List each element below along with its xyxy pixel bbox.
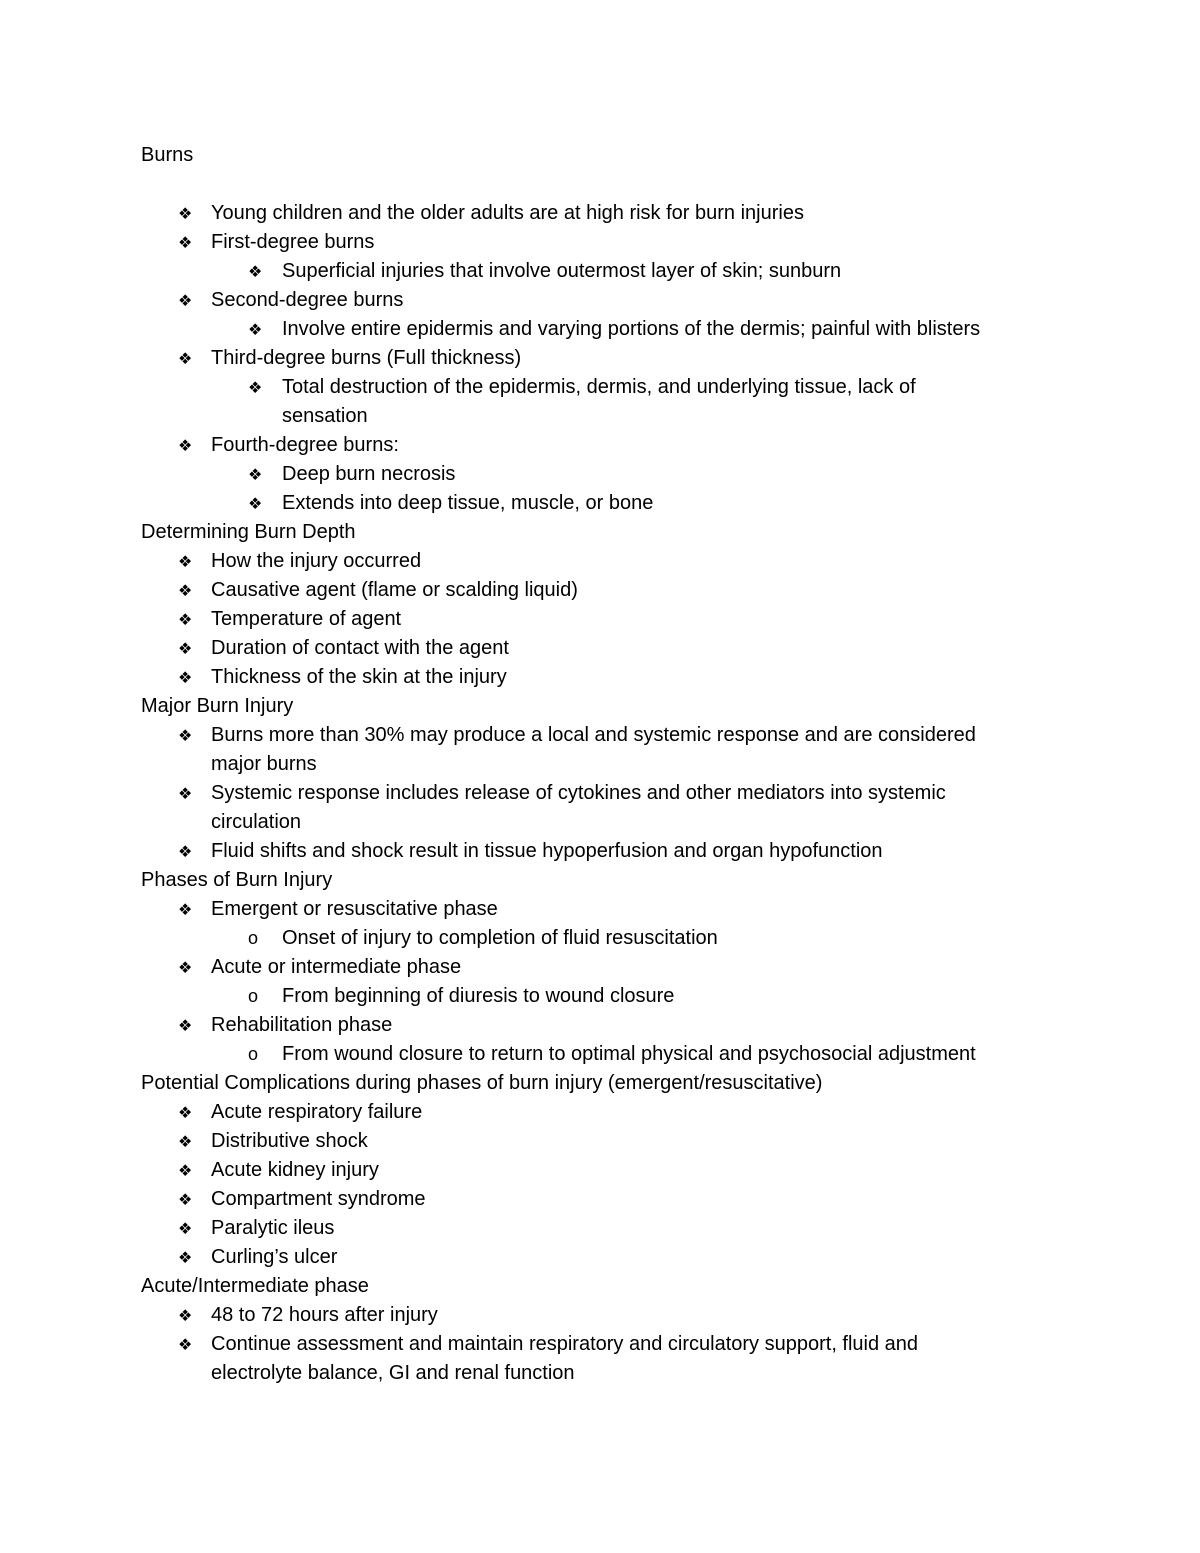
sub-list-item [141,373,1071,431]
section-heading: Major Burn Injury [141,695,294,717]
list-item-text: Third-degree burns (Full thickness) [211,347,522,369]
list-item [141,1098,1071,1127]
list-item [141,1243,1071,1272]
section-heading: Acute/Intermediate phase [141,1275,369,1297]
list-item-text: Temperature of agent [211,608,402,630]
list-item-text: Duration of contact with the agent [211,637,509,659]
sub-list-item [141,982,1071,1011]
list-item [141,344,1071,373]
list-item-text: Acute respiratory failure [211,1101,423,1123]
diamond-bullet-icon: ❖ [178,1335,193,1354]
diamond-bullet-icon: ❖ [178,552,193,571]
circle-bullet-icon: o [248,1044,259,1064]
complications-list [141,1098,1071,1272]
list-item-text: Compartment syndrome [211,1188,426,1210]
list-item-text: Thickness of the skin at the injury [211,666,507,688]
diamond-bullet-icon: ❖ [178,958,193,977]
document-content [141,141,1071,1388]
list-item-text: Fourth-degree burns: [211,434,399,456]
diamond-bullet-icon: ❖ [178,349,193,368]
list-item [141,634,1071,663]
section-heading: Determining Burn Depth [141,521,356,543]
diamond-bullet-icon: ❖ [178,639,193,658]
list-item [141,547,1071,576]
diamond-bullet-icon: ❖ [248,320,263,339]
list-item [141,895,1071,924]
list-item-text: How the injury occurred [211,550,422,572]
list-item-text: Burns more than 30% may produce a local and systemic response and are considered major burns [211,724,976,775]
diamond-bullet-icon: ❖ [178,1103,193,1122]
list-item [141,199,1071,228]
list-item [141,837,1071,866]
diamond-bullet-icon: ❖ [178,610,193,629]
sub-list-item [141,315,1071,344]
list-item [141,1011,1071,1040]
diamond-bullet-icon: ❖ [178,1016,193,1035]
major-burn-list [141,721,1071,866]
sub-list-item-text: Total destruction of the epidermis, dermis, and underlying tissue, lack of sensation [282,376,916,427]
diamond-bullet-icon: ❖ [248,494,263,513]
list-item [141,576,1071,605]
diamond-bullet-icon: ❖ [248,262,263,281]
circle-bullet-icon: o [248,986,259,1006]
list-item [141,1330,1071,1388]
diamond-bullet-icon: ❖ [178,726,193,745]
sub-list-item [141,460,1071,489]
sub-list-item [141,924,1071,953]
diamond-bullet-icon: ❖ [178,204,193,223]
list-item [141,1214,1071,1243]
diamond-bullet-icon: ❖ [178,668,193,687]
list-item [141,953,1071,982]
diamond-bullet-icon: ❖ [178,900,193,919]
burns-list [141,199,1071,518]
list-item [141,1185,1071,1214]
list-item-text: Emergent or resuscitative phase [211,898,498,920]
list-item-text: Second-degree burns [211,289,404,311]
list-item-text: Acute kidney injury [211,1159,379,1181]
list-item [141,779,1071,837]
sub-list-item [141,257,1071,286]
list-item-text: Rehabilitation phase [211,1014,393,1036]
diamond-bullet-icon: ❖ [178,1248,193,1267]
list-item [141,663,1071,692]
sub-list-item-text: Extends into deep tissue, muscle, or bone [282,492,654,514]
section-heading: Potential Complications during phases of burn injury (emergent/resuscitative) [141,1072,823,1094]
diamond-bullet-icon: ❖ [178,1161,193,1180]
list-item-text: 48 to 72 hours after injury [211,1304,438,1326]
diamond-bullet-icon: ❖ [178,581,193,600]
sub-list-item-text: Involve entire epidermis and varying portions of the dermis; painful with blisters [282,318,981,340]
list-item-text: Paralytic ileus [211,1217,335,1239]
list-item [141,431,1071,460]
sub-list-item-text: Superficial injuries that involve outermost layer of skin; sunburn [282,260,842,282]
sub-list-item-text: From wound closure to return to optimal physical and psychosocial adjustment [282,1043,976,1065]
diamond-bullet-icon: ❖ [248,465,263,484]
diamond-bullet-icon: ❖ [178,1132,193,1151]
list-item-text: Distributive shock [211,1130,368,1152]
circle-bullet-icon: o [248,928,259,948]
phases-list [141,895,1071,1069]
sub-list-item [141,1040,1071,1069]
acute-phase-list [141,1301,1071,1388]
diamond-bullet-icon: ❖ [178,1190,193,1209]
list-item-text: Curling’s ulcer [211,1246,338,1268]
section-heading: Phases of Burn Injury [141,869,333,891]
diamond-bullet-icon: ❖ [178,784,193,803]
list-item-text: Systemic response includes release of cytokines and other mediators into systemic circulation [211,782,946,833]
list-item [141,1127,1071,1156]
list-item-text: Young children and the older adults are at high risk for burn injuries [211,202,804,224]
page-title: Burns [141,144,194,166]
sub-list-item-text: Deep burn necrosis [282,463,456,485]
sub-list-item [141,489,1071,518]
diamond-bullet-icon: ❖ [178,1219,193,1238]
spacer [141,170,1071,199]
list-item-text: Fluid shifts and shock result in tissue hypoperfusion and organ hypofunction [211,840,883,862]
list-item [141,1156,1071,1185]
list-item [141,286,1071,315]
list-item [141,605,1071,634]
sub-list-item-text: From beginning of diuresis to wound closure [282,985,675,1007]
diamond-bullet-icon: ❖ [248,378,263,397]
diamond-bullet-icon: ❖ [178,436,193,455]
list-item [141,228,1071,257]
list-item-text: Continue assessment and maintain respiratory and circulatory support, fluid and electrolyte balance, GI and renal function [211,1333,919,1384]
list-item [141,1301,1071,1330]
diamond-bullet-icon: ❖ [178,1306,193,1325]
diamond-bullet-icon: ❖ [178,291,193,310]
diamond-bullet-icon: ❖ [178,233,193,252]
sub-list-item-text: Onset of injury to completion of fluid resuscitation [282,927,718,949]
list-item [141,721,1071,779]
diamond-bullet-icon: ❖ [178,842,193,861]
list-item-text: First-degree burns [211,231,375,253]
list-item-text: Causative agent (flame or scalding liquid) [211,579,578,601]
burn-depth-list [141,547,1071,692]
list-item-text: Acute or intermediate phase [211,956,462,978]
